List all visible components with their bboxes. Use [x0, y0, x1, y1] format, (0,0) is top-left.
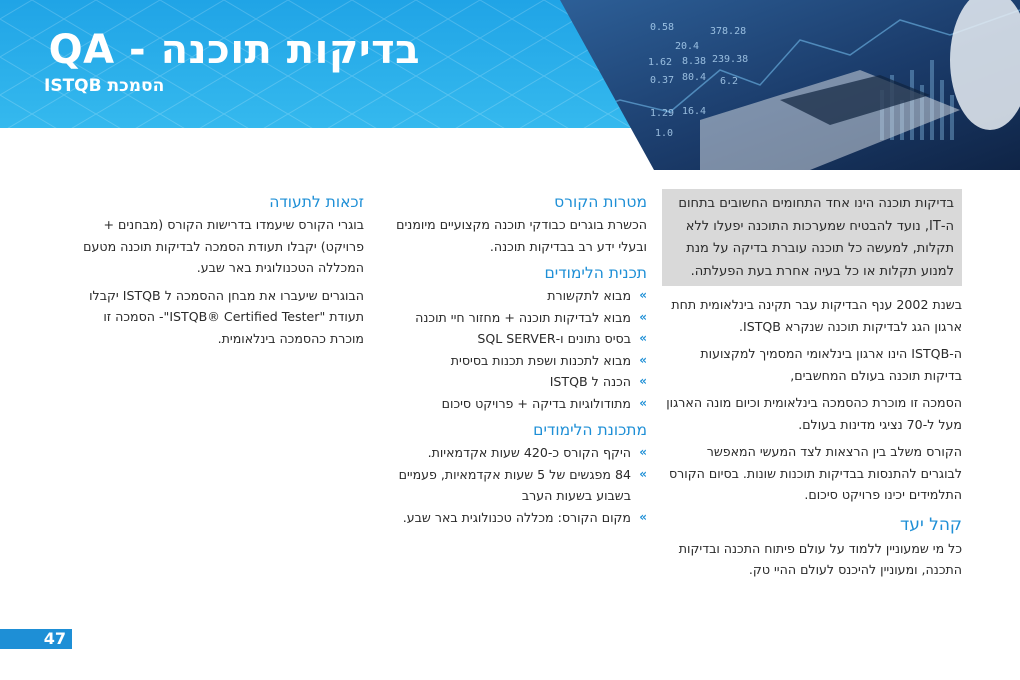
- photo-number: 378.28: [710, 26, 747, 37]
- list-item-text: מבוא לתכנות ושפת תכנות בסיסית: [450, 352, 631, 368]
- photo-number: 1.0: [655, 128, 674, 139]
- paragraph: בשנת 2002 ענף הבדיקות עבר תקינה בינלאומית תחת ארגון הגג לבדיקות תוכנה שנקרא ISTQB.: [671, 297, 962, 334]
- photo-number: 8.38: [682, 56, 707, 67]
- list-item-text: מבוא לתקשורת: [547, 288, 631, 303]
- format-section: [380, 420, 647, 528]
- list-item-text: מבוא לבדיקות תוכנה + מחזור חיי תוכנה: [415, 309, 631, 325]
- list-item-text: 84 מפגשים של 5 שעות אקדמאיות, פעמיים בשבוע בשעות הערב: [398, 466, 631, 503]
- syllabus-list: [380, 285, 647, 414]
- chevron-icon: »: [639, 466, 647, 481]
- column-left: [72, 192, 364, 355]
- photo-number: 0.58: [650, 22, 675, 33]
- syllabus-heading: תכנית הלימודים: [544, 264, 647, 282]
- paragraph: הסמכה זו מוכרת כהסמכה בינלאומית וכיום מונה הארגון מעל ל-70 נציגי מדינות בעולם.: [666, 395, 962, 432]
- list-item: [380, 507, 647, 529]
- chevron-icon: »: [639, 309, 647, 324]
- intro-text: בדיקות תוכנה הינו אחד התחומים החשובים בתחום ה-IT, נועד להבטיח שמערכות התוכנה יפעלו ללא תקלות, למעשה כל תוכנה עוברת בדיקה על מנת למנוע תקלות או כל בעיה אחרת בעת הפעלתה.: [678, 196, 954, 279]
- photo-number: 1.62: [648, 57, 673, 68]
- paragraph: בוגרי הקורס שיעמדו בדרישות הקורס (מבחנים + פרויקט) יקבלו תעודת הסמכה לבדיקות תוכנה מטעם המכללה הטכנולוגית באר שבע.: [83, 217, 364, 275]
- chevron-icon: »: [639, 395, 647, 410]
- chevron-icon: »: [639, 331, 647, 345]
- chevron-icon: »: [639, 288, 647, 302]
- paragraph: ה-ISTQB הינו ארגון בינלאומי המסמיך למקצועות בדיקות תוכנה בעולם המחשבים,: [700, 346, 962, 383]
- goals-section: [380, 192, 647, 257]
- photo-number: 80.4: [682, 72, 707, 83]
- list-item: [380, 393, 647, 415]
- page-subtitle: הסמכת ISTQB: [44, 76, 165, 96]
- goals-text: הכשרת בוגרים כבודקי תוכנה מקצועיים מיומנים ובעלי ידע רב בבדיקות תוכנה.: [396, 217, 647, 254]
- list-item: [380, 371, 647, 393]
- paragraph: הקורס משלב בין הרצאות לצד המעשי המאפשר לבוגרים להתנסות בבדיקות תוכנות שונות. בסיום הקורס התלמידים יכינו פרויקט סיכום.: [668, 444, 962, 502]
- certificate-heading: זכאות לתעודה: [269, 193, 364, 211]
- goals-heading: מטרות הקורס: [554, 193, 647, 211]
- format-heading: מתכונת הלימודים: [533, 421, 647, 439]
- intro-box: [662, 189, 962, 286]
- list-item-text: מקום הקורס: מכללה טכנולוגית באר שבע.: [402, 509, 631, 525]
- photo-number: 20.4: [675, 41, 700, 52]
- photo-number: 239.38: [712, 54, 749, 65]
- list-item-text: בסיס נתונים ו-SQL SERVER: [477, 331, 631, 346]
- list-item: [380, 464, 647, 507]
- page-number: 47: [0, 629, 72, 649]
- chevron-icon: »: [639, 445, 647, 459]
- chevron-icon: »: [639, 352, 647, 367]
- audience-heading: קהל יעד: [900, 514, 962, 535]
- page-title: בדיקות תוכנה - QA: [48, 27, 420, 73]
- photo-number: 0.37: [650, 75, 675, 86]
- syllabus-section: [380, 263, 647, 414]
- column-right: [662, 189, 962, 587]
- list-item: [380, 307, 647, 329]
- list-item-text: היקף הקורס כ-420 שעות אקדמאיות.: [427, 445, 631, 460]
- photo-number: 16.4: [682, 106, 707, 117]
- list-item: [380, 442, 647, 464]
- list-item-text: מתודולוגיות בדיקה + פרויקט סיכום: [441, 395, 631, 411]
- list-item: [380, 285, 647, 307]
- chevron-icon: »: [639, 374, 647, 388]
- list-item: [380, 350, 647, 372]
- column-middle: [380, 192, 647, 534]
- format-list: [380, 442, 647, 528]
- audience-text: כל מי שמעוניין ללמוד על עולם פיתוח התכנה ובדיקות התכנה, ומעוניין להיכנס לעולם ההיי טק.: [678, 540, 962, 577]
- photo-number: 1.29: [650, 108, 675, 119]
- chevron-icon: »: [639, 509, 647, 524]
- photo-number: 6.2: [720, 76, 739, 87]
- list-item-text: הכנה ל ISTQB: [549, 374, 631, 389]
- header-banner: [0, 0, 1020, 170]
- list-item: [380, 328, 647, 350]
- paragraph: הבוגרים שיעברו את מבחן ההסמכה ל ISTQB יקבלו תעודת "ISTQB® Certified Tester"- הסמכה זו מוכרת כהסמכה בינלאומית.: [89, 287, 364, 346]
